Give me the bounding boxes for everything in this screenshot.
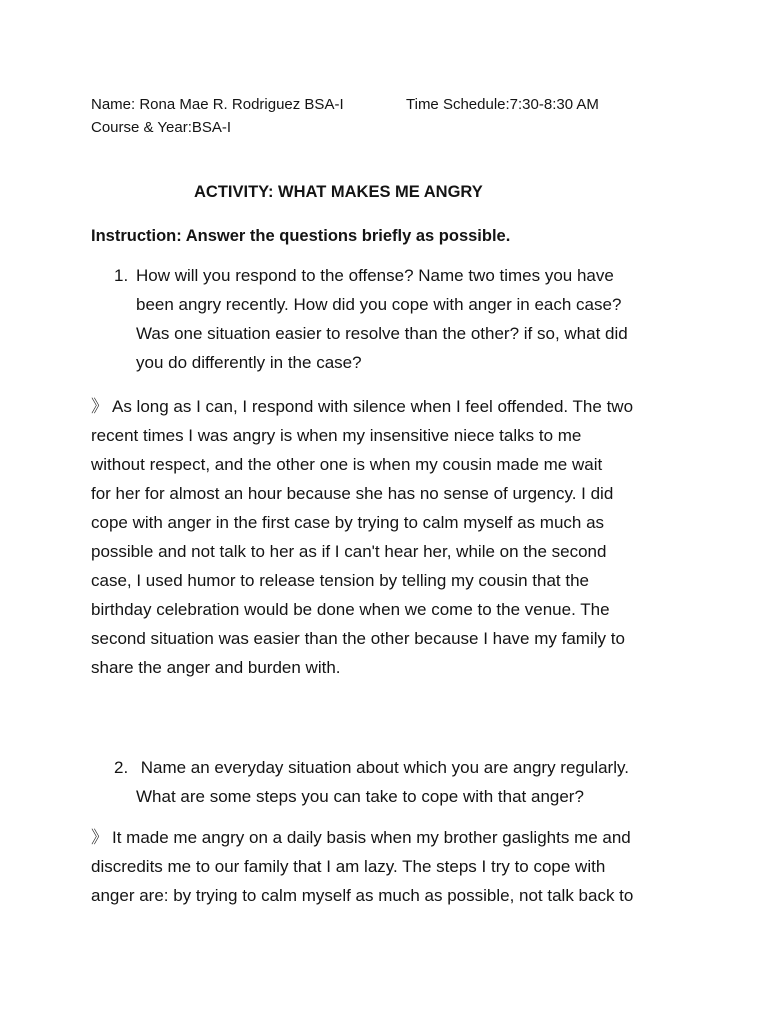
question-line: been angry recently. How did you cope with anger in each case? <box>136 295 622 314</box>
answer-line: second situation was easier than the other because I have my family to <box>91 629 625 648</box>
answer-line: for her for almost an hour because she has no sense of urgency. I did <box>91 484 614 503</box>
question-line: Was one situation easier to resolve than the other? if so, what did <box>136 324 628 343</box>
answer-line: anger are: by trying to calm myself as much as possible, not talk back to <box>91 886 634 905</box>
answer-1 <box>91 392 681 682</box>
answer-line: possible and not talk to her as if I can't hear her, while on the second <box>91 542 607 561</box>
answer-line <box>91 392 681 421</box>
answer-line: discredits me to our family that I am lazy. The steps I try to cope with <box>91 857 606 876</box>
time-schedule: Time Schedule:7:30-8:30 AM <box>406 96 599 113</box>
question-line: How will you respond to the offense? Name two times you have <box>136 266 614 285</box>
question-2 <box>114 753 694 811</box>
activity-title: ACTIVITY: WHAT MAKES ME ANGRY <box>194 183 483 201</box>
course-year: Course & Year:BSA-I <box>91 119 232 136</box>
answer-marker: 》 <box>91 397 108 416</box>
question-number: 1. <box>114 266 129 285</box>
answer-line-text: As long as I can, I respond with silence when I feel offended. The two <box>112 397 634 416</box>
answer-line: without respect, and the other one is when my cousin made me wait <box>91 455 603 474</box>
answer-line: case, I used humor to release tension by telling my cousin that the <box>91 571 589 590</box>
student-name: Name: Rona Mae R. Rodriguez BSA-I <box>91 96 344 113</box>
answer-line-text: It made me angry on a daily basis when my brother gaslights me and <box>112 828 631 847</box>
question-1 <box>114 261 674 377</box>
question-line: What are some steps you can take to cope with that anger? <box>136 787 584 806</box>
answer-marker: 》 <box>91 828 108 847</box>
question-number: 2. <box>114 758 129 777</box>
answer-line: birthday celebration would be done when we come to the venue. The <box>91 600 610 619</box>
question-text <box>136 753 694 811</box>
question-line <box>136 753 694 782</box>
question-line: you do differently in the case? <box>136 353 362 372</box>
answer-2 <box>91 823 691 910</box>
question-text <box>136 261 674 377</box>
question-line-text: Name an everyday situation about which you are angry regularly. <box>140 758 629 777</box>
answer-line: recent times I was angry is when my insensitive niece talks to me <box>91 426 582 445</box>
answer-line: cope with anger in the first case by trying to calm myself as much as <box>91 513 605 532</box>
instruction-text: Instruction: Answer the questions briefly as possible. <box>91 227 511 245</box>
answer-line: share the anger and burden with. <box>91 658 341 677</box>
answer-line <box>91 823 691 852</box>
